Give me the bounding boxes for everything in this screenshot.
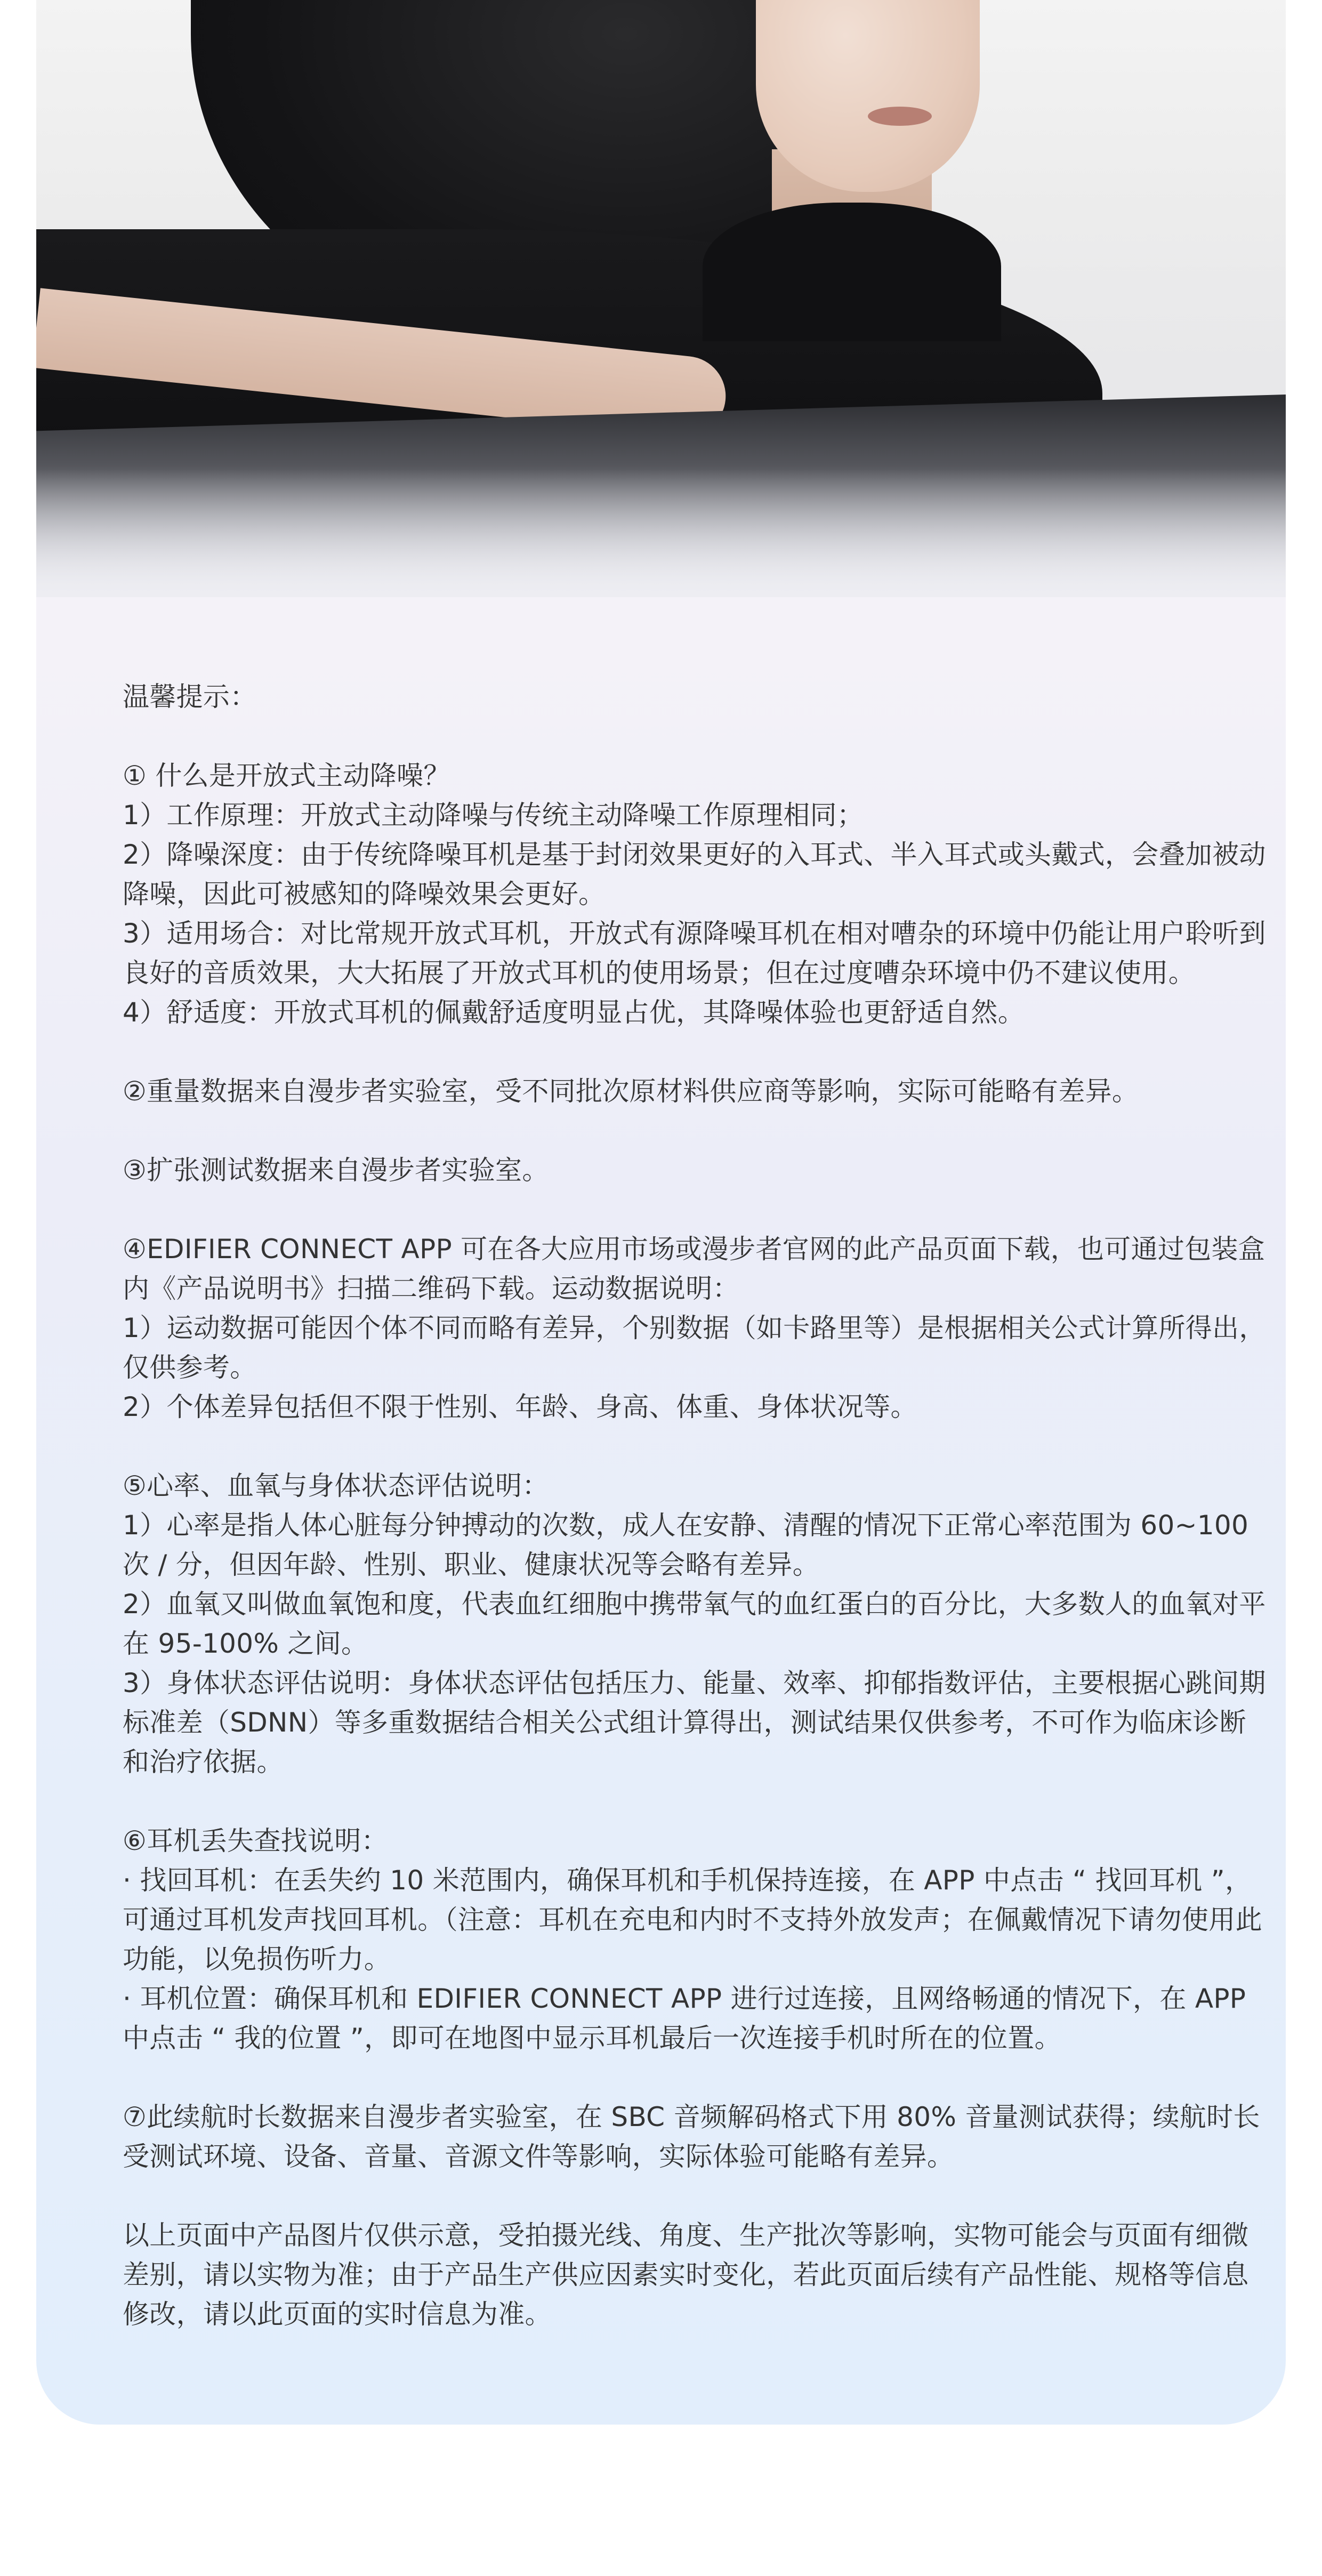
notice-line: 4）舒适度：开放式耳机的佩戴舒适度明显占优，其降噪体验也更舒适自然。 [123,997,1025,1028]
notice-line: 1）工作原理：开放式主动降噪与传统主动降噪工作原理相同； [123,800,864,831]
notice-line: ④EDIFIER CONNECT APP 可在各大应用市场或漫步者官网的此产品页面下载，也可通过包装盒内《产品说明书》扫描二维码下载。运动数据说明： [123,1234,1265,1304]
notice-line: 2）个体差异包括但不限于性别、年龄、身高、体重、身体状况等。 [123,1391,917,1422]
notice-line: 1）心率是指人体心脏每分钟搏动的次数，成人在安静、清醒的情况下正常心率范围为 60~100 次 / 分，但因年龄、性别、职业、健康状况等会略有差异。 [123,1510,1249,1580]
model-lips [868,107,932,126]
spacer [123,1111,1269,1150]
notice-section-app [123,1229,1269,1427]
spacer [123,717,1269,756]
notice-card [36,0,1286,2425]
notice-line: · 找回耳机：在丢失约 10 米范围内，确保耳机和手机保持连接，在 APP 中点击 “ 找回耳机 ”，可通过耳机发声找回耳机。（注意：耳机在充电和内时不支持外放发声；在佩戴情况下请勿使用此功能，以免损伤听力。 [123,1865,1262,1975]
spacer [123,2058,1269,2097]
spacer [123,1427,1269,1466]
notice-section-expansion [123,1150,1269,1190]
model-collar [703,203,1001,341]
notice-section-find [123,1821,1269,2058]
model-photo [36,0,1286,597]
notice-text [123,677,1269,2334]
notice-section-anc [123,756,1269,1032]
notice-line: ⑤心率、血氧与身体状态评估说明： [123,1470,549,1501]
spacer [123,1782,1269,1821]
notice-line: ③扩张测试数据来自漫步者实验室。 [123,1155,549,1186]
notice-section-weight [123,1072,1269,1111]
notice-line: 2）血氧又叫做血氧饱和度，代表血红细胞中携带氧气的血红蛋白的百分比，大多数人的血氧对平在 95-100% 之间。 [123,1589,1266,1659]
spacer [123,1032,1269,1072]
notice-line: 2）降噪深度：由于传统降噪耳机是基于封闭效果更好的入耳式、半入耳式或头戴式，会叠加被动降噪，因此可被感知的降噪效果会更好。 [123,839,1266,909]
notice-section-disclaimer [123,2216,1269,2334]
notice-line: 以上页面中产品图片仅供示意，受拍摄光线、角度、生产批次等影响，实物可能会与页面有细微差别，请以实物为准；由于产品生产供应因素实时变化，若此页面后续有产品性能、规格等信息修改，请以此页面的实时信息为准。 [123,2220,1249,2330]
notice-line: 3）身体状态评估说明：身体状态评估包括压力、能量、效率、抑郁指数评估，主要根据心跳间期标准差（SDNN）等多重数据结合相关公式组计算得出，测试结果仅供参考，不可作为临床诊断和治疗依据。 [123,1668,1266,1777]
notice-title: 温馨提示： [123,681,257,712]
notice-line: ⑦此续航时长数据来自漫步者实验室，在 SBC 音频解码格式下用 80% 音量测试获得；续航时长受测试环境、设备、音量、音源文件等影响，实际体验可能略有差异。 [123,2102,1260,2172]
notice-section-battery [123,2097,1269,2176]
notice-line: ⑥耳机丢失查找说明： [123,1825,388,1856]
notice-line: 1）运动数据可能因个体不同而略有差异，个别数据（如卡路里等）是根据相关公式计算所得出，仅供参考。 [123,1313,1266,1383]
notice-line: · 耳机位置：确保耳机和 EDIFIER CONNECT APP 进行过连接，且网络畅通的情况下，在 APP 中点击 “ 我的位置 ”，即可在地图中显示耳机最后一次连接手机时所在的位置。 [123,1983,1246,2054]
notice-section-health [123,1466,1269,1782]
notice-line: ① 什么是开放式主动降噪？ [123,760,450,791]
photo-fade [36,469,1286,597]
notice-line: 3）适用场合：对比常规开放式耳机，开放式有源降噪耳机在相对嘈杂的环境中仍能让用户聆听到良好的音质效果，大大拓展了开放式耳机的使用场景；但在过度嘈杂环境中仍不建议使用。 [123,918,1266,988]
notice-line: ②重量数据来自漫步者实验室，受不同批次原材料供应商等影响，实际可能略有差异。 [123,1076,1139,1107]
spacer [123,1190,1269,1229]
spacer [123,2176,1269,2216]
